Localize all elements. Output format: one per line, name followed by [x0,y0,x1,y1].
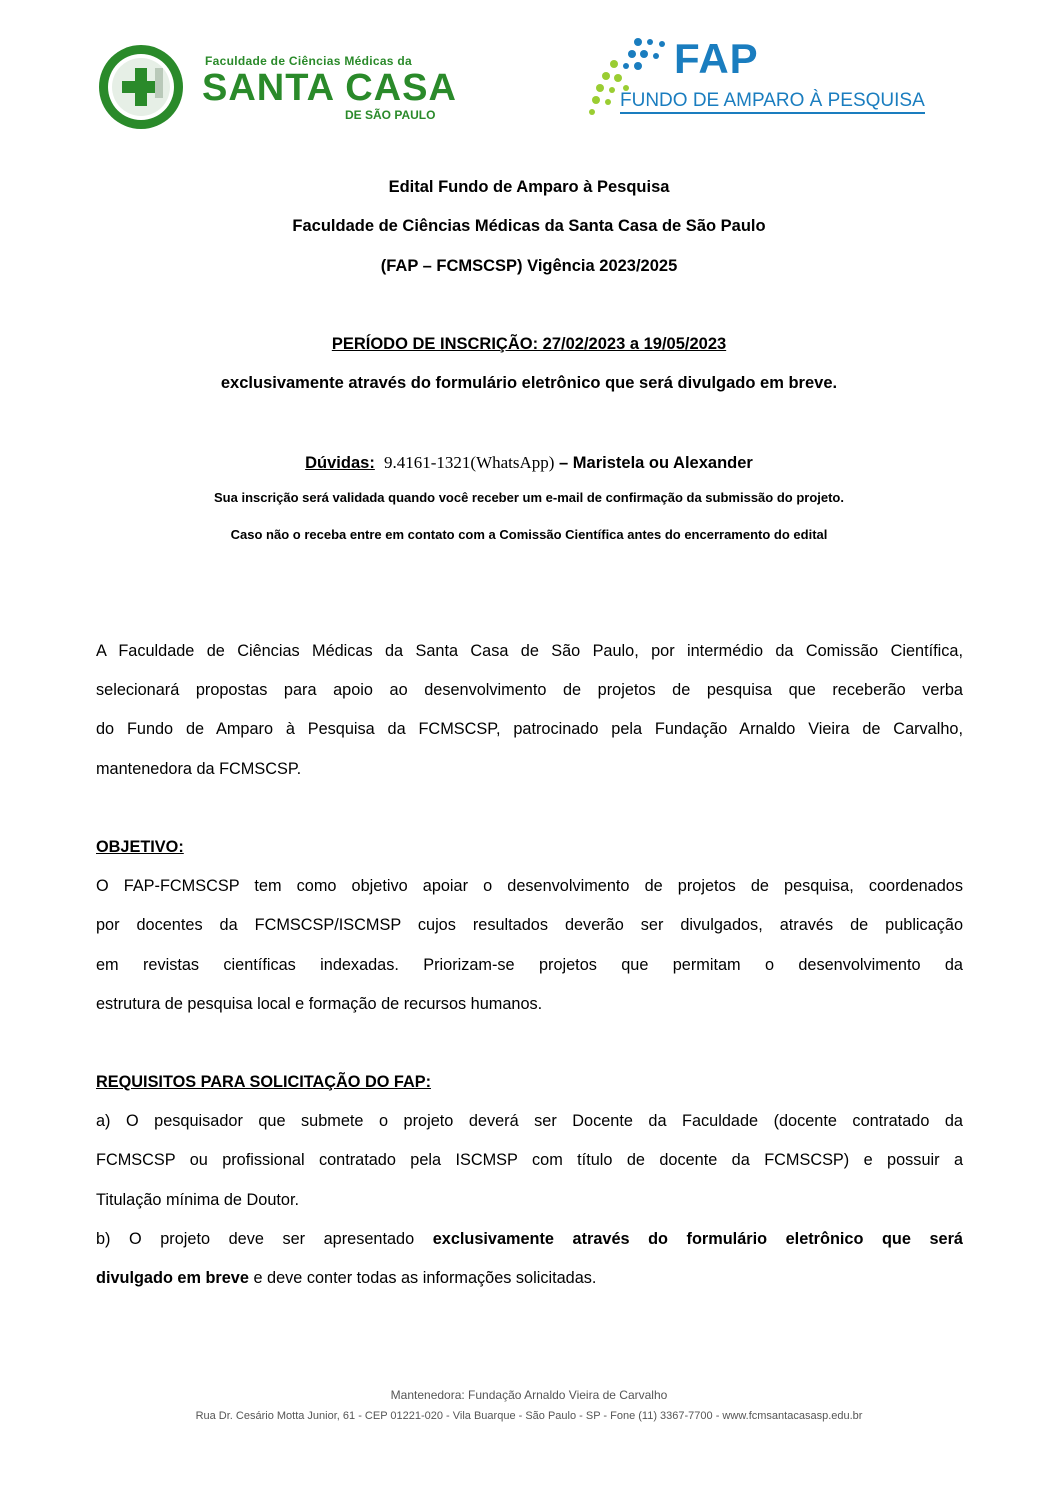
objective-line: por docentes da FCMSCSP/ISCMSP cujos resultados deverão ser divulgados, através de publicação [96,916,963,935]
program-title: (FAP – FCMSCSP) Vigência 2023/2025 [380,257,678,275]
santa-casa-emblem-icon [95,42,187,132]
requirement-b-suffix: e deve conter todas as informações solicitadas. [253,1269,597,1288]
contact-phone: 9.4161-1321(WhatsApp) [384,453,555,472]
contact-label: Dúvidas: [305,454,375,472]
requirement-a-line: FCMSCSP ou profissional contratado pela ISCMSP com título de docente da FCMSCSP) e possuir a [96,1151,963,1170]
footer-address: Rua Dr. Cesário Motta Junior, 61 - CEP 01221-020 - Vila Buarque - São Paulo - SP - Fone (11) 3367-7700 - www.fcmsantacasasp.edu.br [195,1410,863,1422]
edital-title: Edital Fundo de Amparo à Pesquisa [388,178,670,196]
fap-acronym: FAP [674,35,759,82]
requirements-heading: REQUISITOS PARA SOLICITAÇÃO DO FAP: [96,1073,431,1091]
santa-casa-line3: DE SÃO PAULO [345,108,436,122]
registration-method: exclusivamente através do formulário eletrônico que será divulgado em breve. [220,374,838,392]
fap-subtitle: FUNDO DE AMPARO À PESQUISA [620,90,925,114]
fap-logo [582,36,932,124]
requirement-a-line: Titulação mínima de Doutor. [96,1190,300,1209]
intro-line: do Fundo de Amparo à Pesquisa da FCMSCSP, patrocinado pela Fundação Arnaldo Vieira de Carvalho, [96,720,963,739]
registration-period [0,335,1058,354]
objective-line: em revistas científicas indexadas. Priorizam-se projetos que permitam o desenvolvimento da [96,955,963,974]
objective-line: O FAP-FCMSCSP tem como objetivo apoiar o desenvolvimento de projetos de pesquisa, coordenados [96,877,963,896]
requirements-section [96,1063,963,1298]
objective-section [96,828,963,1024]
santa-casa-line1: Faculdade de Ciências Médicas da [205,54,413,68]
intro-line: selecionará propostas para apoio ao desenvolvimento de projetos de pesquisa que receberão verba [96,681,963,700]
intro-paragraph [96,632,963,789]
objective-line: estrutura de pesquisa local e formação de recursos humanos. [96,994,543,1013]
requirement-b-line2 [96,1259,963,1298]
contact-line [0,453,1058,473]
contact-note: Caso não o receba entre em contato com a Comissão Científica antes do encerramento do edital [230,527,828,542]
objective-heading: OBJETIVO: [96,838,184,856]
validation-note: Sua inscrição será validada quando você receber um e-mail de confirmação da submissão do projeto. [214,490,844,505]
santa-casa-line2: SANTA CASA [202,67,457,109]
requirement-b-prefix: b) O projeto deve ser apresentado [96,1229,415,1248]
requirement-b-line1 [96,1220,963,1259]
requirement-b-bold: exclusivamente através do formulário eletrônico que será [432,1229,963,1248]
santa-casa-logo [95,42,457,132]
intro-line: A Faculdade de Ciências Médicas da Santa Casa de São Paulo, por intermédio da Comissão Científica, [96,642,963,660]
requirement-a-line: a) O pesquisador que submete o projeto deverá ser Docente da Faculdade (docente contratado da [96,1112,963,1131]
requirement-b-bold-2: divulgado em breve [96,1269,249,1288]
intro-line: mantenedora da FCMSCSP. [96,759,302,778]
contact-names: – Maristela ou Alexander [559,454,753,472]
footer-sponsor: Mantenedora: Fundação Arnaldo Vieira de Carvalho [390,1388,668,1402]
institution-title: Faculdade de Ciências Médicas da Santa Casa de São Paulo [292,217,766,235]
registration-period-text: PERÍODO DE INSCRIÇÃO: 27/02/2023 a 19/05/2023 [331,335,727,353]
